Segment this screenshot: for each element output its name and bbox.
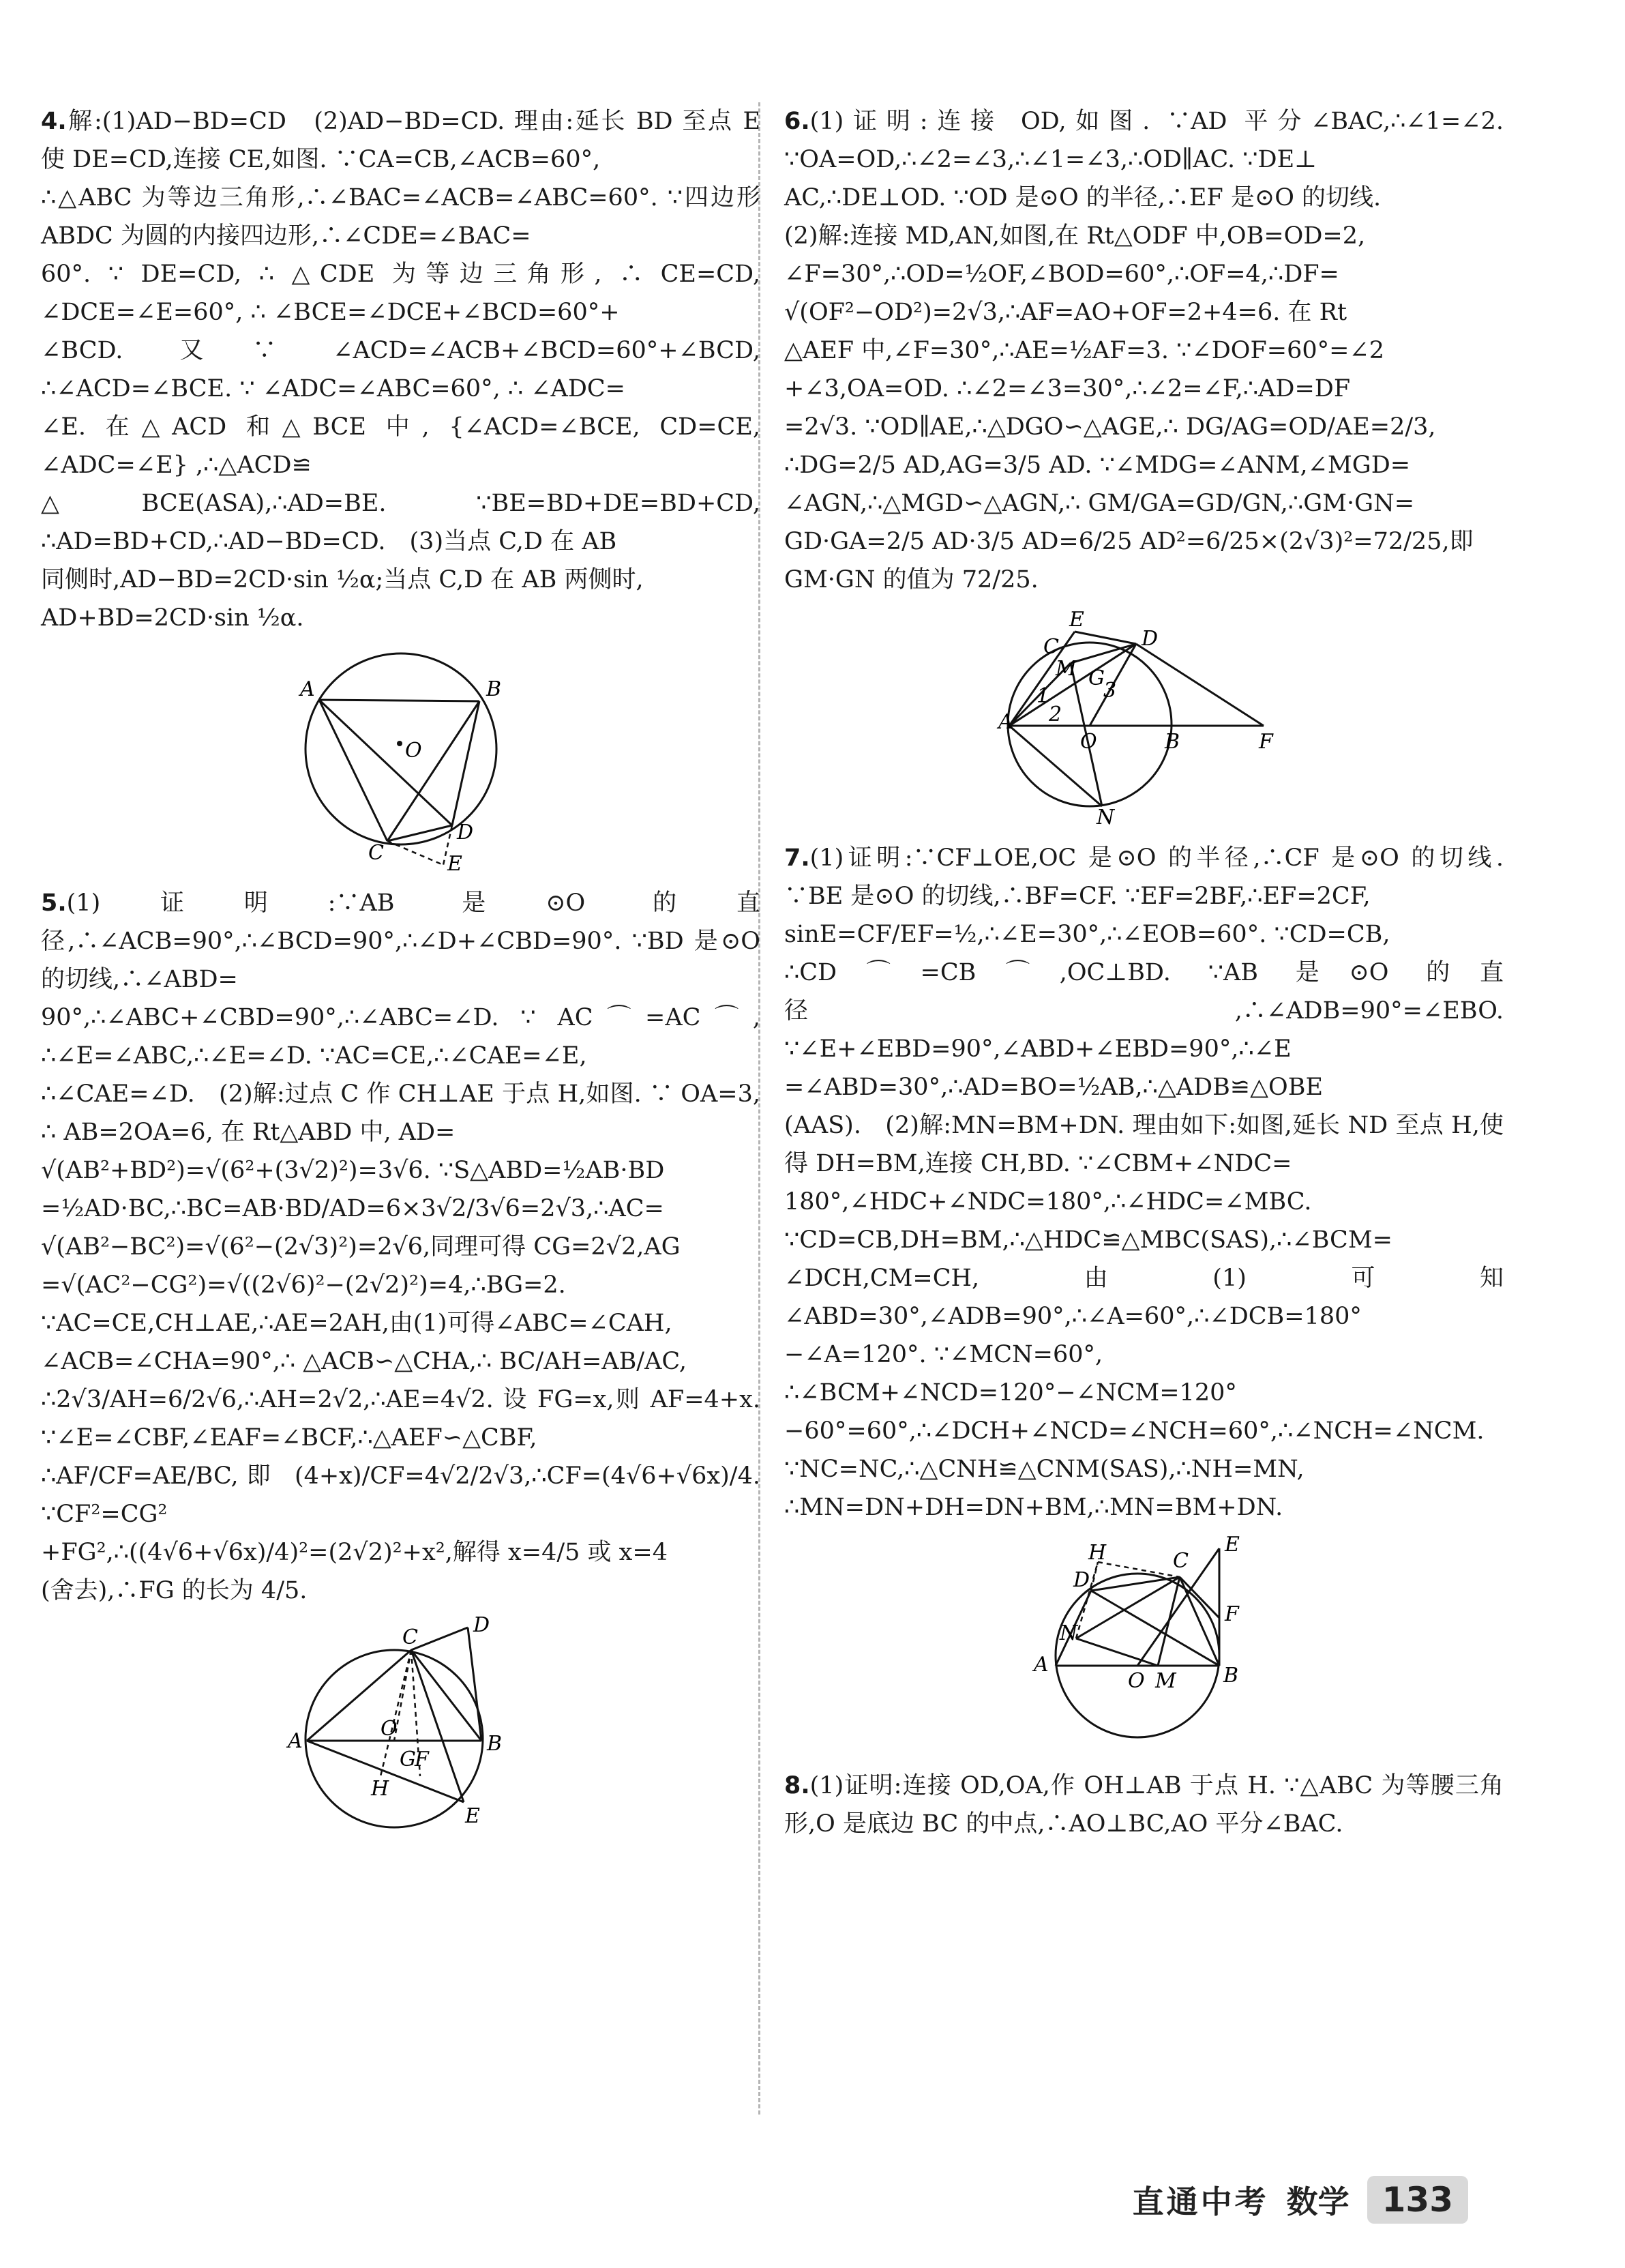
figure-label: G — [399, 1748, 416, 1771]
figure-label: C — [1043, 635, 1059, 659]
figure-label: D — [456, 821, 473, 844]
figure-label: G — [1088, 666, 1105, 690]
solution-line: ∴MN=DN+DH=DN+BM,∴MN=BM+DN. — [784, 1494, 1283, 1521]
figure-label: E — [447, 852, 462, 876]
figure-label: E — [1224, 1533, 1240, 1557]
solution-line: √(AB²−BC²)=√(6²−(2√3)²)=2√6,同理可得 CG=2√2,AG — [41, 1233, 681, 1261]
solution-line: ∴∠CAE=∠D. (2)解:过点 C 作 CH⊥AE 于点 H,如图. ∵ OA=3, ∴ AB=2OA=6, 在 Rt△ABD 中, AD= — [41, 1080, 760, 1146]
book-title: 直通中考 — [1132, 2183, 1269, 2220]
solution-line: △BCE(ASA),∴AD=BE. ∵BE=BD+DE=BD+CD, ∴AD=BD+CD,∴AD−BD=CD. (3)当点 C,D 在 AB — [41, 490, 760, 555]
problem-number: 4. — [41, 108, 67, 135]
figure-label: H — [1088, 1541, 1106, 1565]
solution-line: ∴CD⌒=CB⌒,OC⊥BD. ∵AB 是⊙O 的直径,∴∠ADB=90°=∠EBO. ∵∠E+∠EBD=90°,∠ABD+∠EBD=90°,∴∠E — [784, 959, 1504, 1063]
figure-label: F — [414, 1748, 429, 1771]
figure-4-circle-diagram — [285, 647, 517, 876]
solution-line: (1)证明:∵AB 是⊙O 的直径,∴∠ACB=90°,∴∠BCD=90°,∴∠D+∠CBD=90°. ∵BD 是⊙O 的切线,∴∠ABD= — [41, 889, 760, 993]
solution-line: ∴∠BCM+∠NCD=120°−∠NCM=120°−60°=60°,∴∠DCH+∠NCD=∠NCH=60°,∴∠NCH=∠NCM. — [784, 1379, 1485, 1445]
figure-7-circle-diagram — [1022, 1533, 1267, 1754]
figure-label: C — [1172, 1549, 1189, 1573]
solution-line: 90°,∴∠ABC+∠CBD=90°,∴∠ABC=∠D. ∵ AC⌒=AC⌒, ∴∠E=∠ABC,∴∠E=∠D. ∵AC=CE,∴∠CAE=∠E, — [41, 1004, 760, 1070]
solution-line: 解:(1)AD−BD=CD (2)AD−BD=CD. 理由:延长 BD 至点 E 使 DE=CD,连接 CE,如图. ∵CA=CB,∠ACB=60°, — [41, 108, 760, 173]
solution-line: =2√3. ∵OD∥AE,∴△DGO∽△AGE,∴ DG/AG=OD/AE=2/3, — [784, 413, 1436, 441]
solution-line: ∴DG=2/5 AD,AG=3/5 AD. ∵∠MDG=∠ANM,∠MGD= — [784, 452, 1411, 479]
solution-line: AC,∴DE⊥OD. ∵OD 是⊙O 的半径,∴EF 是⊙O 的切线. — [784, 184, 1382, 211]
figure-label: D — [1073, 1568, 1090, 1592]
figure-label: C — [368, 841, 384, 865]
solution-line: AD+BD=2CD·sin ½α. — [41, 604, 304, 632]
figure-label: E — [464, 1804, 480, 1828]
solution-line: 同侧时,AD−BD=2CD·sin ½α;当点 C,D 在 AB 两侧时, — [41, 566, 644, 593]
figure-label: B — [486, 1732, 502, 1756]
figure-label: E — [1069, 608, 1084, 632]
figure-label: A — [299, 677, 315, 701]
solution-line: (1)证明:连接 OD,OA,作 OH⊥AB 于点 H. ∵△ABC 为等腰三角形,O 是底边 BC 的中点,∴AO⊥BC,AO 平分∠BAC. — [784, 1772, 1504, 1838]
right-column — [784, 102, 1504, 1850]
solution-line: ∵NC=NC,∴△CNH≌△CNM(SAS),∴NH=MN, — [784, 1456, 1305, 1483]
page-number: 133 — [1367, 2176, 1468, 2224]
solution-line: +∠3,OA=OD. ∴∠2=∠3=30°,∴∠2=∠F,∴AD=DF — [784, 375, 1351, 402]
subject-label: 数学 — [1286, 2183, 1350, 2220]
solution-line: ∴AF/CF=AE/BC,即 (4+x)/CF=4√2/2√3,∴CF=(4√6+√6x)/4. ∵CF²=CG² — [41, 1462, 760, 1528]
figure-label: N — [1059, 1621, 1077, 1645]
solution-line: sinE=CF/EF=½,∴∠E=30°,∴∠EOB=60°. ∵CD=CB, — [784, 921, 1390, 948]
figure-label: M — [1055, 657, 1077, 681]
figure-label: O — [404, 739, 422, 763]
solution-line: ∠E. 在△ACD 和△BCE 中, {∠ACD=∠BCE, CD=CE, ∠ADC=∠E} ,∴△ACD≌ — [41, 413, 760, 479]
problem-number: 7. — [784, 844, 810, 872]
solution-line: ∠BCD. 又∵ ∠ACD=∠ACB+∠BCD=60°+∠BCD, ∴∠ACD=∠BCE. ∵ ∠ADC=∠ABC=60°, ∴ ∠ADC= — [41, 337, 760, 402]
solution-line: ∠DCH,CM=CH,由(1)可知∠ABD=30°,∠ADB=90°,∴∠A=60°,∴∠DCB=180°−∠A=120°. ∵∠MCN=60°, — [784, 1265, 1504, 1368]
figure-label: 3 — [1103, 679, 1116, 703]
solution-line: (AAS). (2)解:MN=BM+DN. 理由如下:如图,延长 ND 至点 H,使得 DH=BM,连接 CH,BD. ∵∠CBM+∠NDC= — [784, 1112, 1504, 1177]
figure-label: O — [380, 1717, 398, 1741]
solution-line: GD·GA=2/5 AD·3/5 AD=6/25 AD²=6/25×(2√3)²=72/25,即 — [784, 528, 1474, 555]
solution-line: =√(AC²−CG²)=√((2√6)²−(2√2)²)=4,∴BG=2. ∵AC=CE,CH⊥AE,∴AE=2AH,由(1)可得∠ABC=∠CAH, — [41, 1271, 672, 1337]
solution-line: √(OF²−OD²)=2√3,∴AF=AO+OF=2+4=6. 在 Rt — [784, 299, 1347, 326]
figure-label: 1 — [1036, 684, 1049, 708]
figure-label: B — [1164, 730, 1180, 754]
solution-line: 60°. ∵ DE=CD, ∴ △CDE 为等边三角形, ∴ CE=CD, ∠DCE=∠E=60°, ∴ ∠BCE=∠DCE+∠BCD=60°+ — [41, 261, 760, 326]
figure-label: D — [1141, 627, 1158, 651]
solution-line: =∠ABD=30°,∴AD=BO=½AB,∴△ADB≌△OBE — [784, 1074, 1324, 1101]
figure-label: H — [370, 1777, 389, 1801]
figure-label: N — [1096, 806, 1114, 829]
problem-4 — [41, 102, 760, 876]
figure-5-circle-diagram — [285, 1613, 517, 1838]
left-column — [41, 102, 760, 1850]
solution-line: (1)证明:∵CF⊥OE,OC 是⊙O 的半径,∴CF 是⊙O 的切线. ∵BE 是⊙O 的切线,∴BF=CF. ∵EF=2BF,∴EF=2CF, — [784, 844, 1504, 910]
figure-label: A — [998, 710, 1013, 734]
solution-line: GM·GN 的值为 72/25. — [784, 566, 1039, 593]
figure-label: F — [1224, 1602, 1239, 1626]
page-footer — [1133, 2176, 1468, 2224]
figure-label: C — [402, 1625, 418, 1649]
solution-line: ∠ACB=∠CHA=90°,∴ △ACB∽△CHA,∴ BC/AH=AB/AC, — [41, 1348, 687, 1375]
figure-6-circle-diagram — [998, 608, 1287, 829]
solution-line: ∴△ABC 为等边三角形,∴∠BAC=∠ACB=∠ABC=60°. ∵四边形 ABDC 为圆的内接四边形,∴∠CDE=∠BAC= — [41, 184, 760, 250]
solution-line: ∠AGN,∴△MGD∽△AGN,∴ GM/GA=GD/GN,∴GM·GN= — [784, 490, 1415, 517]
solution-line: ∠F=30°,∴OD=½OF,∠BOD=60°,∴OF=4,∴DF= — [784, 261, 1339, 288]
solution-line: (舍去),∴FG 的长为 4/5. — [41, 1577, 308, 1604]
solution-line: 180°,∠HDC+∠NDC=180°,∴∠HDC=∠MBC. ∵CD=CB,DH=BM,∴△HDC≌△MBC(SAS),∴∠BCM= — [784, 1188, 1393, 1254]
figure-label: A — [287, 1729, 303, 1753]
problem-8 — [784, 1767, 1504, 1843]
figure-label: O — [1127, 1669, 1145, 1693]
problem-5 — [41, 884, 760, 1838]
figure-label: D — [473, 1613, 490, 1637]
solution-line: =½AD·BC,∴BC=AB·BD/AD=6×3√2/3√6=2√3,∴AC= — [41, 1195, 664, 1222]
figure-label: A — [1033, 1653, 1049, 1677]
problem-number: 6. — [784, 108, 810, 135]
figure-label: F — [1258, 730, 1273, 754]
figure-label: 2 — [1048, 703, 1062, 726]
figure-label: B — [486, 677, 501, 701]
figure-label: O — [1079, 730, 1097, 754]
problem-number: 5. — [41, 889, 67, 917]
problem-number: 8. — [784, 1772, 810, 1799]
problem-6 — [784, 102, 1504, 827]
solution-line: √(AB²+BD²)=√(6²+(3√2)²)=3√6. ∵S△ABD=½AB·BD — [41, 1157, 665, 1184]
solution-line: +FG²,∴((4√6+√6x)/4)²=(2√2)²+x²,解得 x=4/5 或 x=4 — [41, 1539, 668, 1566]
figure-label: B — [1223, 1664, 1238, 1688]
solution-line: (2)解:连接 MD,AN,如图,在 Rt△ODF 中,OB=OD=2, — [784, 222, 1366, 250]
solution-line: (1)证明:连接 OD,如图. ∵AD 平分∠BAC,∴∠1=∠2. ∵OA=OD,∴∠2=∠3,∴∠1=∠3,∴OD∥AC. ∵DE⊥ — [784, 108, 1504, 173]
solution-line: ∴2√3/AH=6/2√6,∴AH=2√2,∴AE=4√2. 设 FG=x,则 AF=4+x. ∵∠E=∠CBF,∠EAF=∠BCF,∴△AEF∽△CBF, — [41, 1386, 760, 1452]
figure-label: M — [1154, 1669, 1176, 1693]
problem-7 — [784, 839, 1504, 1754]
solution-line: △AEF 中,∠F=30°,∴AE=½AF=3. ∵∠DOF=60°=∠2 — [784, 337, 1385, 364]
